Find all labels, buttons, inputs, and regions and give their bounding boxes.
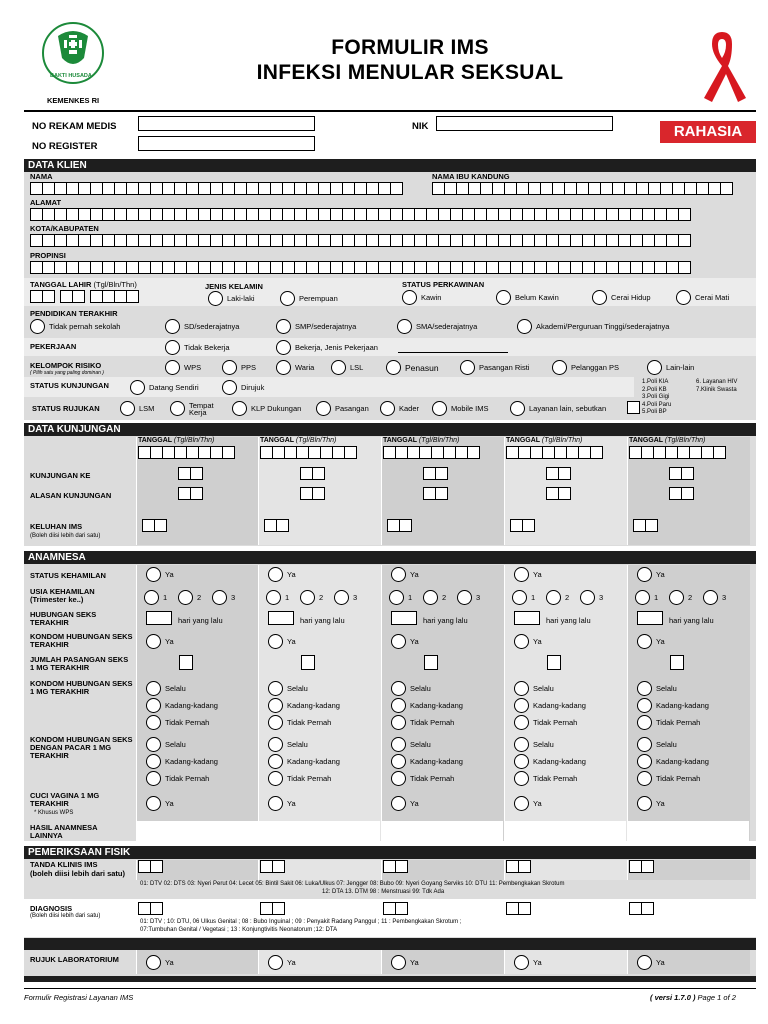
- tanda-3-code-1[interactable]: [383, 860, 407, 873]
- hasil-label: HASIL ANAMNESA LAINNYA: [30, 823, 98, 840]
- kunjungan-ke-1[interactable]: [178, 467, 202, 480]
- kondom-pacar-1-0[interactable]: Selalu: [146, 737, 186, 752]
- cuci-1-ya[interactable]: Ya: [146, 796, 174, 811]
- pendidikan-label: PENDIDIKAN TERAKHIR: [30, 309, 118, 318]
- jk-laki[interactable]: Laki-laki: [208, 291, 255, 306]
- rujukan-mobile[interactable]: Mobile IMS: [432, 401, 489, 416]
- tanggal-kunjungan-1[interactable]: [138, 446, 234, 459]
- hamil-1-ya[interactable]: Ya: [146, 567, 174, 582]
- pekerjaan-tidak[interactable]: Tidak Bekerja: [165, 340, 230, 355]
- kondom-pacar-2-0[interactable]: Selalu: [268, 737, 308, 752]
- kunjungan-sendiri[interactable]: Datang Sendiri: [130, 380, 199, 395]
- keluhan-2-code-1[interactable]: [264, 519, 288, 532]
- keluhan-5-code-1[interactable]: [633, 519, 657, 532]
- tanggal-kunjungan-3[interactable]: [383, 446, 479, 459]
- rujukan-klp[interactable]: KLP Dukungan: [232, 401, 301, 416]
- kelompok-pelanggan[interactable]: Pelanggan PS: [552, 360, 619, 375]
- alasan-4[interactable]: [546, 487, 570, 500]
- ibu-boxes[interactable]: [432, 182, 732, 195]
- row-status: [24, 377, 634, 397]
- kunjungan-ke-label: KUNJUNGAN KE: [30, 471, 91, 480]
- kelompok-label: KELOMPOK RISIKO: [30, 361, 102, 370]
- keluhan-1-code-1[interactable]: [142, 519, 166, 532]
- tanggal-kunjungan-5[interactable]: [629, 446, 725, 459]
- poli-list-1: 1.Poli KIA 2.Poli KB 3.Poli Gigi 4.Poli Paru 5.Poli BP: [642, 379, 672, 415]
- section-pemeriksaan: PEMERIKSAAN FISIK: [24, 846, 756, 859]
- tanggal-kunjungan-4[interactable]: [506, 446, 602, 459]
- trimester-1-1[interactable]: 1: [144, 590, 167, 605]
- kondom-mg-5-2[interactable]: Tidak Pernah: [637, 715, 700, 730]
- hasil-field-4[interactable]: [505, 821, 626, 841]
- hubungan-box-5[interactable]: [637, 611, 663, 625]
- keluhan-3-code-1[interactable]: [387, 519, 411, 532]
- rujukan-kader[interactable]: Kader: [380, 401, 419, 416]
- kondom-pacar-5-1[interactable]: Kadang-kadang: [637, 754, 709, 769]
- logo-text: BAKTI HUSADA: [50, 73, 92, 79]
- kondom-3-ya[interactable]: Ya: [391, 634, 419, 649]
- tgl-lahir-label: TANGGAL LAHIR (Tgl/Bln/Thn): [30, 280, 137, 289]
- bar-rujuk: [24, 938, 756, 950]
- hasil-field-5[interactable]: [628, 821, 749, 841]
- hari-lalu-3: hari yang lalu: [423, 616, 468, 625]
- kelompok-wps[interactable]: WPS: [165, 360, 201, 375]
- pekerjaan-label: PEKERJAAN: [30, 342, 77, 351]
- alasan-3[interactable]: [423, 487, 447, 500]
- kondom-pacar-5-0[interactable]: Selalu: [637, 737, 677, 752]
- kondom-4-ya[interactable]: Ya: [514, 634, 542, 649]
- cuci-3-ya[interactable]: Ya: [391, 796, 419, 811]
- tanda-4-code-1[interactable]: [506, 860, 530, 873]
- kelompok-pps[interactable]: PPS: [222, 360, 256, 375]
- kawin-label: STATUS PERKAWINAN: [402, 280, 485, 289]
- kondom-mg-5-1[interactable]: Kadang-kadang: [637, 698, 709, 713]
- diagnosis-1-code-1[interactable]: [138, 902, 162, 915]
- jk-label: JENIS KELAMIN: [205, 282, 263, 291]
- tanda-5-code-1[interactable]: [629, 860, 653, 873]
- kondom-pacar-4-1[interactable]: Kadang-kadang: [514, 754, 586, 769]
- hamil-2-ya[interactable]: Ya: [268, 567, 296, 582]
- tanggal-label-2: TANGGAL (Tgl/Bln/Thn): [260, 437, 337, 444]
- alasan-label: ALASAN KUNJUNGAN: [30, 491, 112, 500]
- pasangan-box-3[interactable]: [424, 655, 438, 670]
- kelompok-lsl[interactable]: LSL: [331, 360, 363, 375]
- kondom-mg-2-1[interactable]: Kadang-kadang: [268, 698, 340, 713]
- kondom-mg-1-0[interactable]: Selalu: [146, 681, 186, 696]
- kawin-cerai-hidup[interactable]: Cerai Hidup: [592, 290, 651, 305]
- kondom-pacar-5-2[interactable]: Tidak Pernah: [637, 771, 700, 786]
- tanggal-label-1: TANGGAL (Tgl/Bln/Thn): [138, 437, 215, 444]
- tgl-lahir-boxes[interactable]: [30, 290, 138, 303]
- hubungan-label: HUBUNGAN SEKS TERAKHIR: [30, 610, 97, 627]
- poli-list-2: 6. Layanan HIV 7.Klinik Swasta: [696, 379, 738, 393]
- cuci-4-ya[interactable]: Ya: [514, 796, 542, 811]
- pekerjaan-bekerja[interactable]: Bekerja, Jenis Pekerjaan: [276, 340, 378, 355]
- kondom-mg-1-2[interactable]: Tidak Pernah: [146, 715, 209, 730]
- hubungan-box-2[interactable]: [268, 611, 294, 625]
- tanda-codes-2: 12: DTA 13. DTM 98 : Menstruasi 99: Tdk Ada: [322, 889, 445, 895]
- pasangan-box-2[interactable]: [301, 655, 315, 670]
- tanda-1-code-1[interactable]: [138, 860, 162, 873]
- header-divider: [24, 110, 756, 112]
- register-label: NO REGISTER: [32, 141, 98, 152]
- kelompok-waria[interactable]: Waria: [276, 360, 314, 375]
- kondom-mg-3-2[interactable]: Tidak Pernah: [391, 715, 454, 730]
- hamil-label: STATUS KEHAMILAN: [30, 571, 106, 580]
- hasil-field-2[interactable]: [259, 821, 380, 841]
- pasangan-box-1[interactable]: [179, 655, 193, 670]
- trimester-1-2[interactable]: 2: [178, 590, 201, 605]
- diagnosis-2-code-1[interactable]: [260, 902, 284, 915]
- trimester-4-1[interactable]: 1: [512, 590, 535, 605]
- rujuk-3-ya[interactable]: Ya: [391, 955, 419, 970]
- alasan-1[interactable]: [178, 487, 202, 500]
- cuci-2-ya[interactable]: Ya: [268, 796, 296, 811]
- register-field[interactable]: [138, 136, 315, 151]
- section-data-klien: DATA KLIEN: [24, 159, 756, 172]
- trimester-2-3[interactable]: 3: [334, 590, 357, 605]
- nama-boxes[interactable]: [30, 182, 402, 195]
- tanda-codes-1: 01: DTV 02: DTS 03: Nyeri Perut 04: Lecet 05: Bintil Sakit 06: Luka/Ulkus 07: Jengger 08: Bubo 09: Nyeri Goyang Serviks 10: DTU 11: Pembengkakan Skrotum: [140, 881, 565, 887]
- alasan-2[interactable]: [300, 487, 324, 500]
- kunjungan-ke-5[interactable]: [669, 467, 693, 480]
- pendidikan-none[interactable]: Tidak pernah sekolah: [30, 319, 120, 334]
- pendidikan-smp[interactable]: SMP/sederajatnya: [276, 319, 356, 334]
- section-anamnesa: ANAMNESA: [24, 551, 756, 564]
- kondom-pacar-3-1[interactable]: Kadang-kadang: [391, 754, 463, 769]
- hasil-field-1[interactable]: [137, 821, 258, 841]
- pekerjaan-line[interactable]: [398, 352, 508, 353]
- tanda-label: TANDA KLINIS IMS: [30, 860, 98, 869]
- kawin-kawin[interactable]: Kawin: [402, 290, 441, 305]
- rujuk-2-ya[interactable]: Ya: [268, 955, 296, 970]
- rujukan-lsm[interactable]: LSM: [120, 401, 154, 416]
- hasil-field-3[interactable]: [382, 821, 503, 841]
- hubungan-box-4[interactable]: [514, 611, 540, 625]
- trimester-5-1[interactable]: 1: [635, 590, 658, 605]
- page-subtitle: INFEKSI MENULAR SEKSUAL: [256, 61, 564, 84]
- pendidikan-pt[interactable]: Akademi/Perguruan Tinggi/sederajatnya: [517, 319, 669, 334]
- kondom-pacar-1-1[interactable]: Kadang-kadang: [146, 754, 218, 769]
- hamil-4-ya[interactable]: Ya: [514, 567, 542, 582]
- kondom-mg-label: KONDOM HUBUNGAN SEKS 1 MG TERAKHIR: [30, 679, 133, 696]
- rujukan-pasangan[interactable]: Pasangan: [316, 401, 369, 416]
- trimester-1-3[interactable]: 3: [212, 590, 235, 605]
- kondom-pacar-3-2[interactable]: Tidak Pernah: [391, 771, 454, 786]
- kondom-pacar-1-2[interactable]: Tidak Pernah: [146, 771, 209, 786]
- tanda-2-code-1[interactable]: [260, 860, 284, 873]
- nik-field[interactable]: [436, 116, 613, 131]
- nik-label: NIK: [412, 121, 429, 132]
- kondom-2-ya[interactable]: Ya: [268, 634, 296, 649]
- rujukan-lain-box[interactable]: [627, 401, 640, 414]
- kelompok-note: ( Pilih satu yang paling dominan ): [30, 370, 104, 376]
- cuci-note: * Khusus WPS: [34, 810, 74, 816]
- kondom-1-ya[interactable]: Ya: [146, 634, 174, 649]
- bottom-line: [24, 976, 756, 982]
- kota-label: KOTA/KABUPATEN: [30, 224, 99, 233]
- kondom-mg-4-1[interactable]: Kadang-kadang: [514, 698, 586, 713]
- cuci-label: CUCI VAGINA 1 MG TERAKHIR: [30, 791, 100, 808]
- kondom-pacar-label: KONDOM HUBUNGAN SEKS DENGAN PACAR 1 MG TERAKHIR: [30, 735, 133, 760]
- red-ribbon-icon: [692, 24, 752, 104]
- footer-form-name: Formulir Registrasi Layanan IMS: [24, 993, 134, 1002]
- tanggal-label-4: TANGGAL (Tgl/Bln/Thn): [506, 437, 583, 444]
- hari-lalu-2: hari yang lalu: [300, 616, 345, 625]
- keluhan-note: (Boleh diisi lebih dari satu): [30, 533, 101, 539]
- diagnosis-4-code-1[interactable]: [506, 902, 530, 915]
- pendidikan-sd[interactable]: SD/sederajatnya: [165, 319, 239, 334]
- ibu-label: NAMA IBU KANDUNG: [432, 172, 510, 181]
- diagnosis-label: DIAGNOSIS: [30, 904, 73, 913]
- propinsi-boxes[interactable]: [30, 261, 690, 274]
- keluhan-label: KELUHAN IMS: [30, 522, 83, 531]
- kondom-mg-2-2[interactable]: Tidak Pernah: [268, 715, 331, 730]
- confidential-badge: RAHASIA: [660, 121, 756, 143]
- rujukan-label: STATUS RUJUKAN: [32, 404, 100, 413]
- kunjungan-dirujuk[interactable]: Dirujuk: [222, 380, 264, 395]
- usia-label: USIA KEHAMILAN (Trimester ke..): [30, 587, 95, 604]
- kondom-pacar-4-0[interactable]: Selalu: [514, 737, 554, 752]
- kondom-mg-4-2[interactable]: Tidak Pernah: [514, 715, 577, 730]
- tanggal-label-3: TANGGAL (Tgl/Bln/Thn): [383, 437, 460, 444]
- diagnosis-note: (Boleh diisi lebih dari satu): [30, 913, 101, 919]
- trimester-5-2[interactable]: 2: [669, 590, 692, 605]
- trimester-3-2[interactable]: 2: [423, 590, 446, 605]
- kondom-mg-5-0[interactable]: Selalu: [637, 681, 677, 696]
- trimester-2-1[interactable]: 1: [266, 590, 289, 605]
- hamil-5-ya[interactable]: Ya: [637, 567, 665, 582]
- rekam-medis-field[interactable]: [138, 116, 315, 131]
- agency-name: KEMENKES RI: [47, 96, 100, 105]
- cuci-5-ya[interactable]: Ya: [637, 796, 665, 811]
- diagnosis-5-code-1[interactable]: [629, 902, 653, 915]
- section-data-kunjungan: DATA KUNJUNGAN: [24, 423, 756, 436]
- hubungan-box-1[interactable]: [146, 611, 172, 625]
- hari-lalu-5: hari yang lalu: [669, 616, 714, 625]
- footer-page: ( versi 1.7.0 ) Page 1 of 2: [650, 993, 736, 1002]
- kondom-pacar-3-0[interactable]: Selalu: [391, 737, 431, 752]
- nama-label: NAMA: [30, 172, 53, 181]
- rujuk-5-ya[interactable]: Ya: [637, 955, 665, 970]
- tanggal-label-5: TANGGAL (Tgl/Bln/Thn): [629, 437, 706, 444]
- kondom-mg-3-0[interactable]: Selalu: [391, 681, 431, 696]
- propinsi-label: PROPINSI: [30, 251, 66, 260]
- hubungan-box-3[interactable]: [391, 611, 417, 625]
- kondom-mg-1-1[interactable]: Kadang-kadang: [146, 698, 218, 713]
- kota-boxes[interactable]: [30, 234, 690, 247]
- kunjungan-status-label: STATUS KUNJUNGAN: [30, 381, 109, 390]
- footer-divider: [24, 988, 756, 989]
- diagnosis-3-code-1[interactable]: [383, 902, 407, 915]
- row-pekerjaan: [24, 338, 756, 356]
- kondom-mg-3-1[interactable]: Kadang-kadang: [391, 698, 463, 713]
- kunjungan-ke-2[interactable]: [300, 467, 324, 480]
- alasan-5[interactable]: [669, 487, 693, 500]
- alamat-label: ALAMAT: [30, 198, 62, 207]
- pasangan-label: JUMLAH PASANGAN SEKS 1 MG TERAKHIR: [30, 655, 129, 672]
- kondom-pacar-2-1[interactable]: Kadang-kadang: [268, 754, 340, 769]
- trimester-2-2[interactable]: 2: [300, 590, 323, 605]
- rujuk-4-ya[interactable]: Ya: [514, 955, 542, 970]
- pendidikan-sma[interactable]: SMA/sederajatnya: [397, 319, 477, 334]
- trimester-3-1[interactable]: 1: [389, 590, 412, 605]
- kawin-belum[interactable]: Belum Kawin: [496, 290, 559, 305]
- kelompok-lain[interactable]: Lain-lain: [647, 360, 694, 375]
- keluhan-4-code-1[interactable]: [510, 519, 534, 532]
- kawin-cerai-mati[interactable]: Cerai Mati: [676, 290, 729, 305]
- kelompok-penasun[interactable]: Penasun: [386, 360, 439, 375]
- hamil-3-ya[interactable]: Ya: [391, 567, 419, 582]
- kelompok-risti[interactable]: Pasangan Risti: [460, 360, 529, 375]
- kondom-mg-2-0[interactable]: Selalu: [268, 681, 308, 696]
- kondom-pacar-4-2[interactable]: Tidak Pernah: [514, 771, 577, 786]
- trimester-5-3[interactable]: 3: [703, 590, 726, 605]
- alamat-boxes[interactable]: [30, 208, 690, 221]
- rujukan-lain[interactable]: Layanan lain, sebutkan: [510, 401, 606, 416]
- hari-lalu-1: hari yang lalu: [178, 616, 223, 625]
- trimester-4-2[interactable]: 2: [546, 590, 569, 605]
- page-title: FORMULIR IMS: [331, 36, 489, 59]
- pasangan-box-5[interactable]: [670, 655, 684, 670]
- trimester-3-3[interactable]: 3: [457, 590, 480, 605]
- kunjungan-ke-3[interactable]: [423, 467, 447, 480]
- pasangan-box-4[interactable]: [547, 655, 561, 670]
- kondom-mg-4-0[interactable]: Selalu: [514, 681, 554, 696]
- rekam-medis-label: NO REKAM MEDIS: [32, 121, 117, 132]
- kondom-5-ya[interactable]: Ya: [637, 634, 665, 649]
- kondom-label: KONDOM HUBUNGAN SEKS TERAKHIR: [30, 632, 133, 649]
- tanda-note: (boleh diisi lebih dari satu): [30, 869, 126, 878]
- trimester-4-3[interactable]: 3: [580, 590, 603, 605]
- diag-codes-1: 01: DTV ; 10: DTU, 06 Ulkus Genital ; 08 : Bubo Inguinal ; 09 : Penyakit Radang Panggul ; 11 : Pembengkakan Skrotum ;: [140, 919, 462, 925]
- kondom-pacar-2-2[interactable]: Tidak Pernah: [268, 771, 331, 786]
- tanggal-kunjungan-2[interactable]: [260, 446, 356, 459]
- rujuk-1-ya[interactable]: Ya: [146, 955, 174, 970]
- rujukan-tempat-kerja[interactable]: Tempat Kerja: [170, 401, 219, 416]
- diag-codes-2: 07:Tumbuhan Genital / Vegetasi ; 13 : Konjungtivitis Neonatorum ;12: DTA: [140, 927, 338, 933]
- kunjungan-ke-4[interactable]: [546, 467, 570, 480]
- rujuk-label: RUJUK LABORATORIUM: [30, 955, 119, 964]
- hari-lalu-4: hari yang lalu: [546, 616, 591, 625]
- jk-perempuan[interactable]: Perempuan: [280, 291, 338, 306]
